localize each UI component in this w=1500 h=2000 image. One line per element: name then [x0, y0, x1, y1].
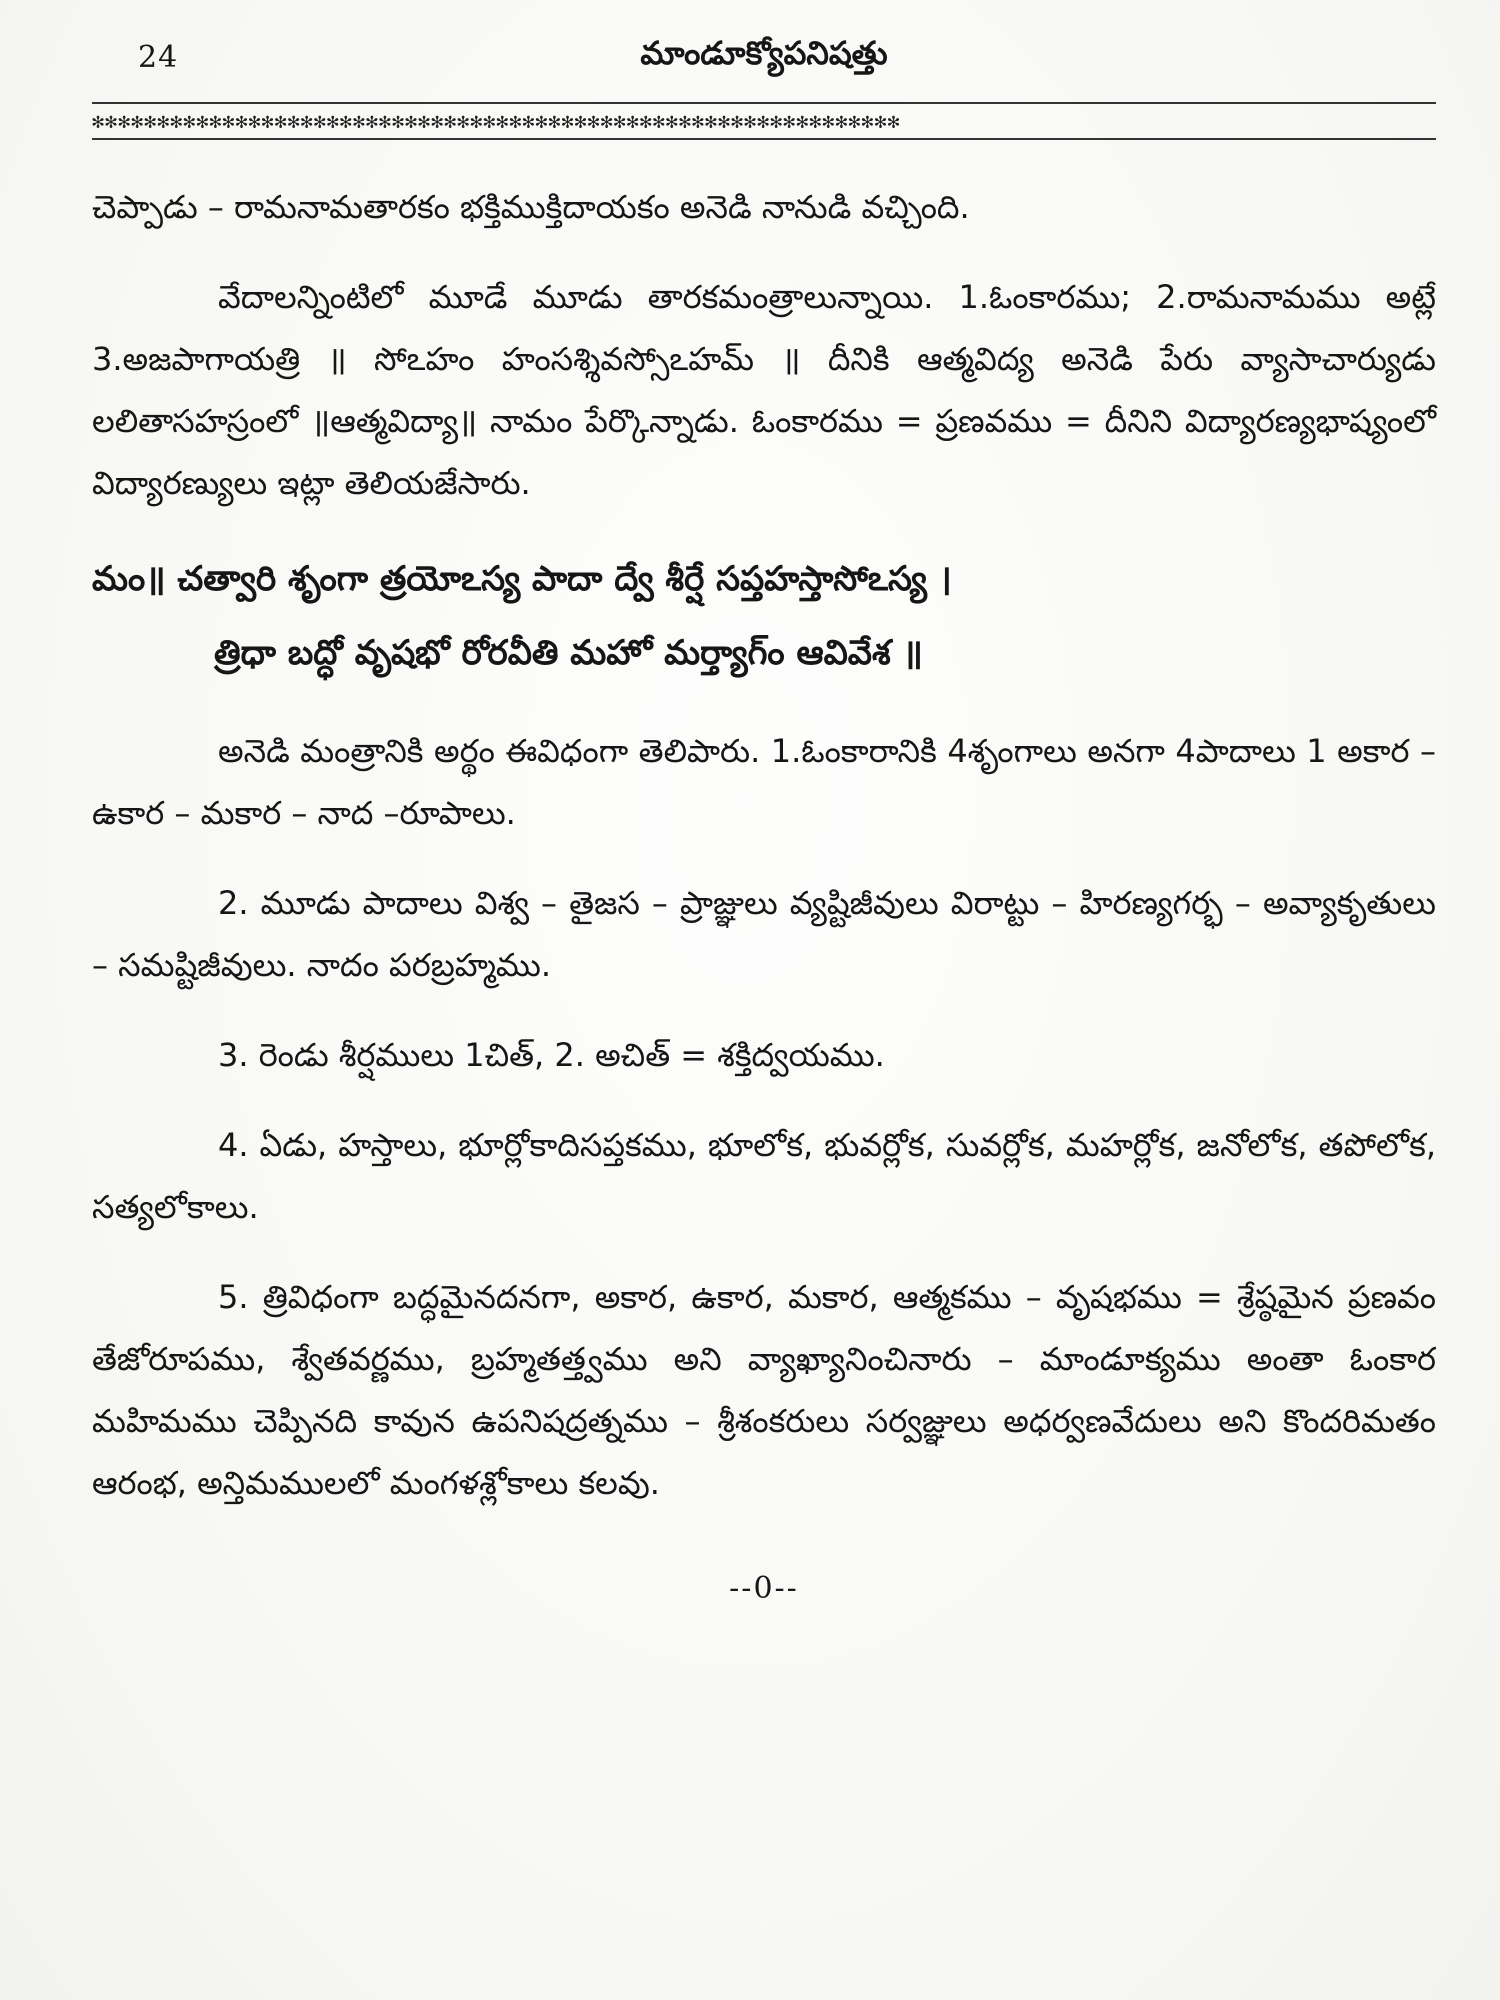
paragraph-5: 3. రెండు శీర్షములు 1చిత్, 2. అచిత్ = శక్తిద్వయము. — [218, 1036, 885, 1074]
mantra-line-2: త్రిధా బద్ధో వృషభో రోరవీతి మహో మర్త్యాగ్ం ఆవివేశ ॥ — [214, 633, 923, 673]
mantra-verse — [92, 542, 1436, 690]
paragraph-1: చెప్పాడు – రామనామతారకం భక్తిముక్తిదాయకం అనెడి నానుడి వచ్చింది. — [92, 188, 970, 226]
page-number: 24 — [138, 40, 179, 75]
paragraph-3: అనెడి మంత్రానికి అర్థం ఈవిధంగా తెలిపారు. 1.ఓంకారానికి 4శృంగాలు అనగా 4పాదాలు 1 అకార – ఉకార – మకార – నాద –రూపాలు. — [92, 732, 1436, 832]
paragraph-2: వేదాలన్నింటిలో మూడే మూడు తారకమంత్రాలున్నాయి. 1.ఓంకారము; 2.రామనామము అట్లే 3.అజపాగాయత్రి ॥ సోఽహం హంసశ్శివస్సోఽహమ్ ॥ దీనికి ఆత్మవిద్య అనెడి పేరు వ్యాసాచార్యుడు లలితాసహస్రంలో ॥ఆత్మవిద్యా॥ నామం పేర్కొన్నాడు. ఓంకారము = ప్రణవము = దీనిని విద్యారణ్యభాష్యంలో విద్యారణ్యులు ఇట్లా తెలియజేసారు. — [92, 278, 1436, 502]
ornamental-divider: ✻✻✻✻✻✻✻✻✻✻✻✻✻✻✻✻✻✻✻✻✻✻✻✻✻✻✻✻✻✻✻✻✻✻✻✻✻✻✻✻✻✻✻✻✻✻✻✻✻✻✻✻✻✻✻✻✻✻✻✻✻✻ — [92, 102, 1436, 140]
running-title: మాండూక్యోపనిషత్తు — [640, 34, 888, 72]
section-end-mark: --0-- — [729, 1571, 799, 1606]
paragraph-4: 2. మూడు పాదాలు విశ్వ – తైజస – ప్రాజ్ఞులు వ్యష్టిజీవులు విరాట్టు – హిరణ్యగర్భ – అవ్యాకృతులు – సమష్టిజీవులు. నాదం పరబ్రహ్మము. — [92, 884, 1436, 984]
paragraph-6: 4. ఏడు, హస్తాలు, భూర్లోకాదిసప్తకము, భూలోక, భువర్లోక, సువర్లోక, మహర్లోక, జనోలోక, తపోలోక, సత్యలోకాలు. — [92, 1126, 1436, 1226]
mantra-line-1: మం॥ చత్వారి శృంగా త్రయోఽస్య పాదా ద్వే శీర్షే సప్తహస్తాసోఽస్య । — [92, 559, 952, 599]
paragraph-7: 5. త్రివిధంగా బద్ధమైనదనగా, అకార, ఉకార, మకార, ఆత్మకము – వృషభము = శ్రేష్ఠమైన ప్రణవం తేజోరూపము, శ్వేతవర్ణము, బ్రహ్మతత్త్వము అని వ్యాఖ్యానించినారు – మాండూక్యము అంతా ఓంకార మహిమము చెప్పినది కావున ఉపనిషద్రత్నము – శ్రీశంకరులు సర్వజ్ఞులు అధర్వణవేదులు అని కొందరిమతం ఆరంభ, అన్తిమములలో మంగళశ్లోకాలు కలవు. — [92, 1278, 1436, 1502]
page-header — [92, 0, 1436, 96]
page-body — [92, 176, 1436, 1620]
